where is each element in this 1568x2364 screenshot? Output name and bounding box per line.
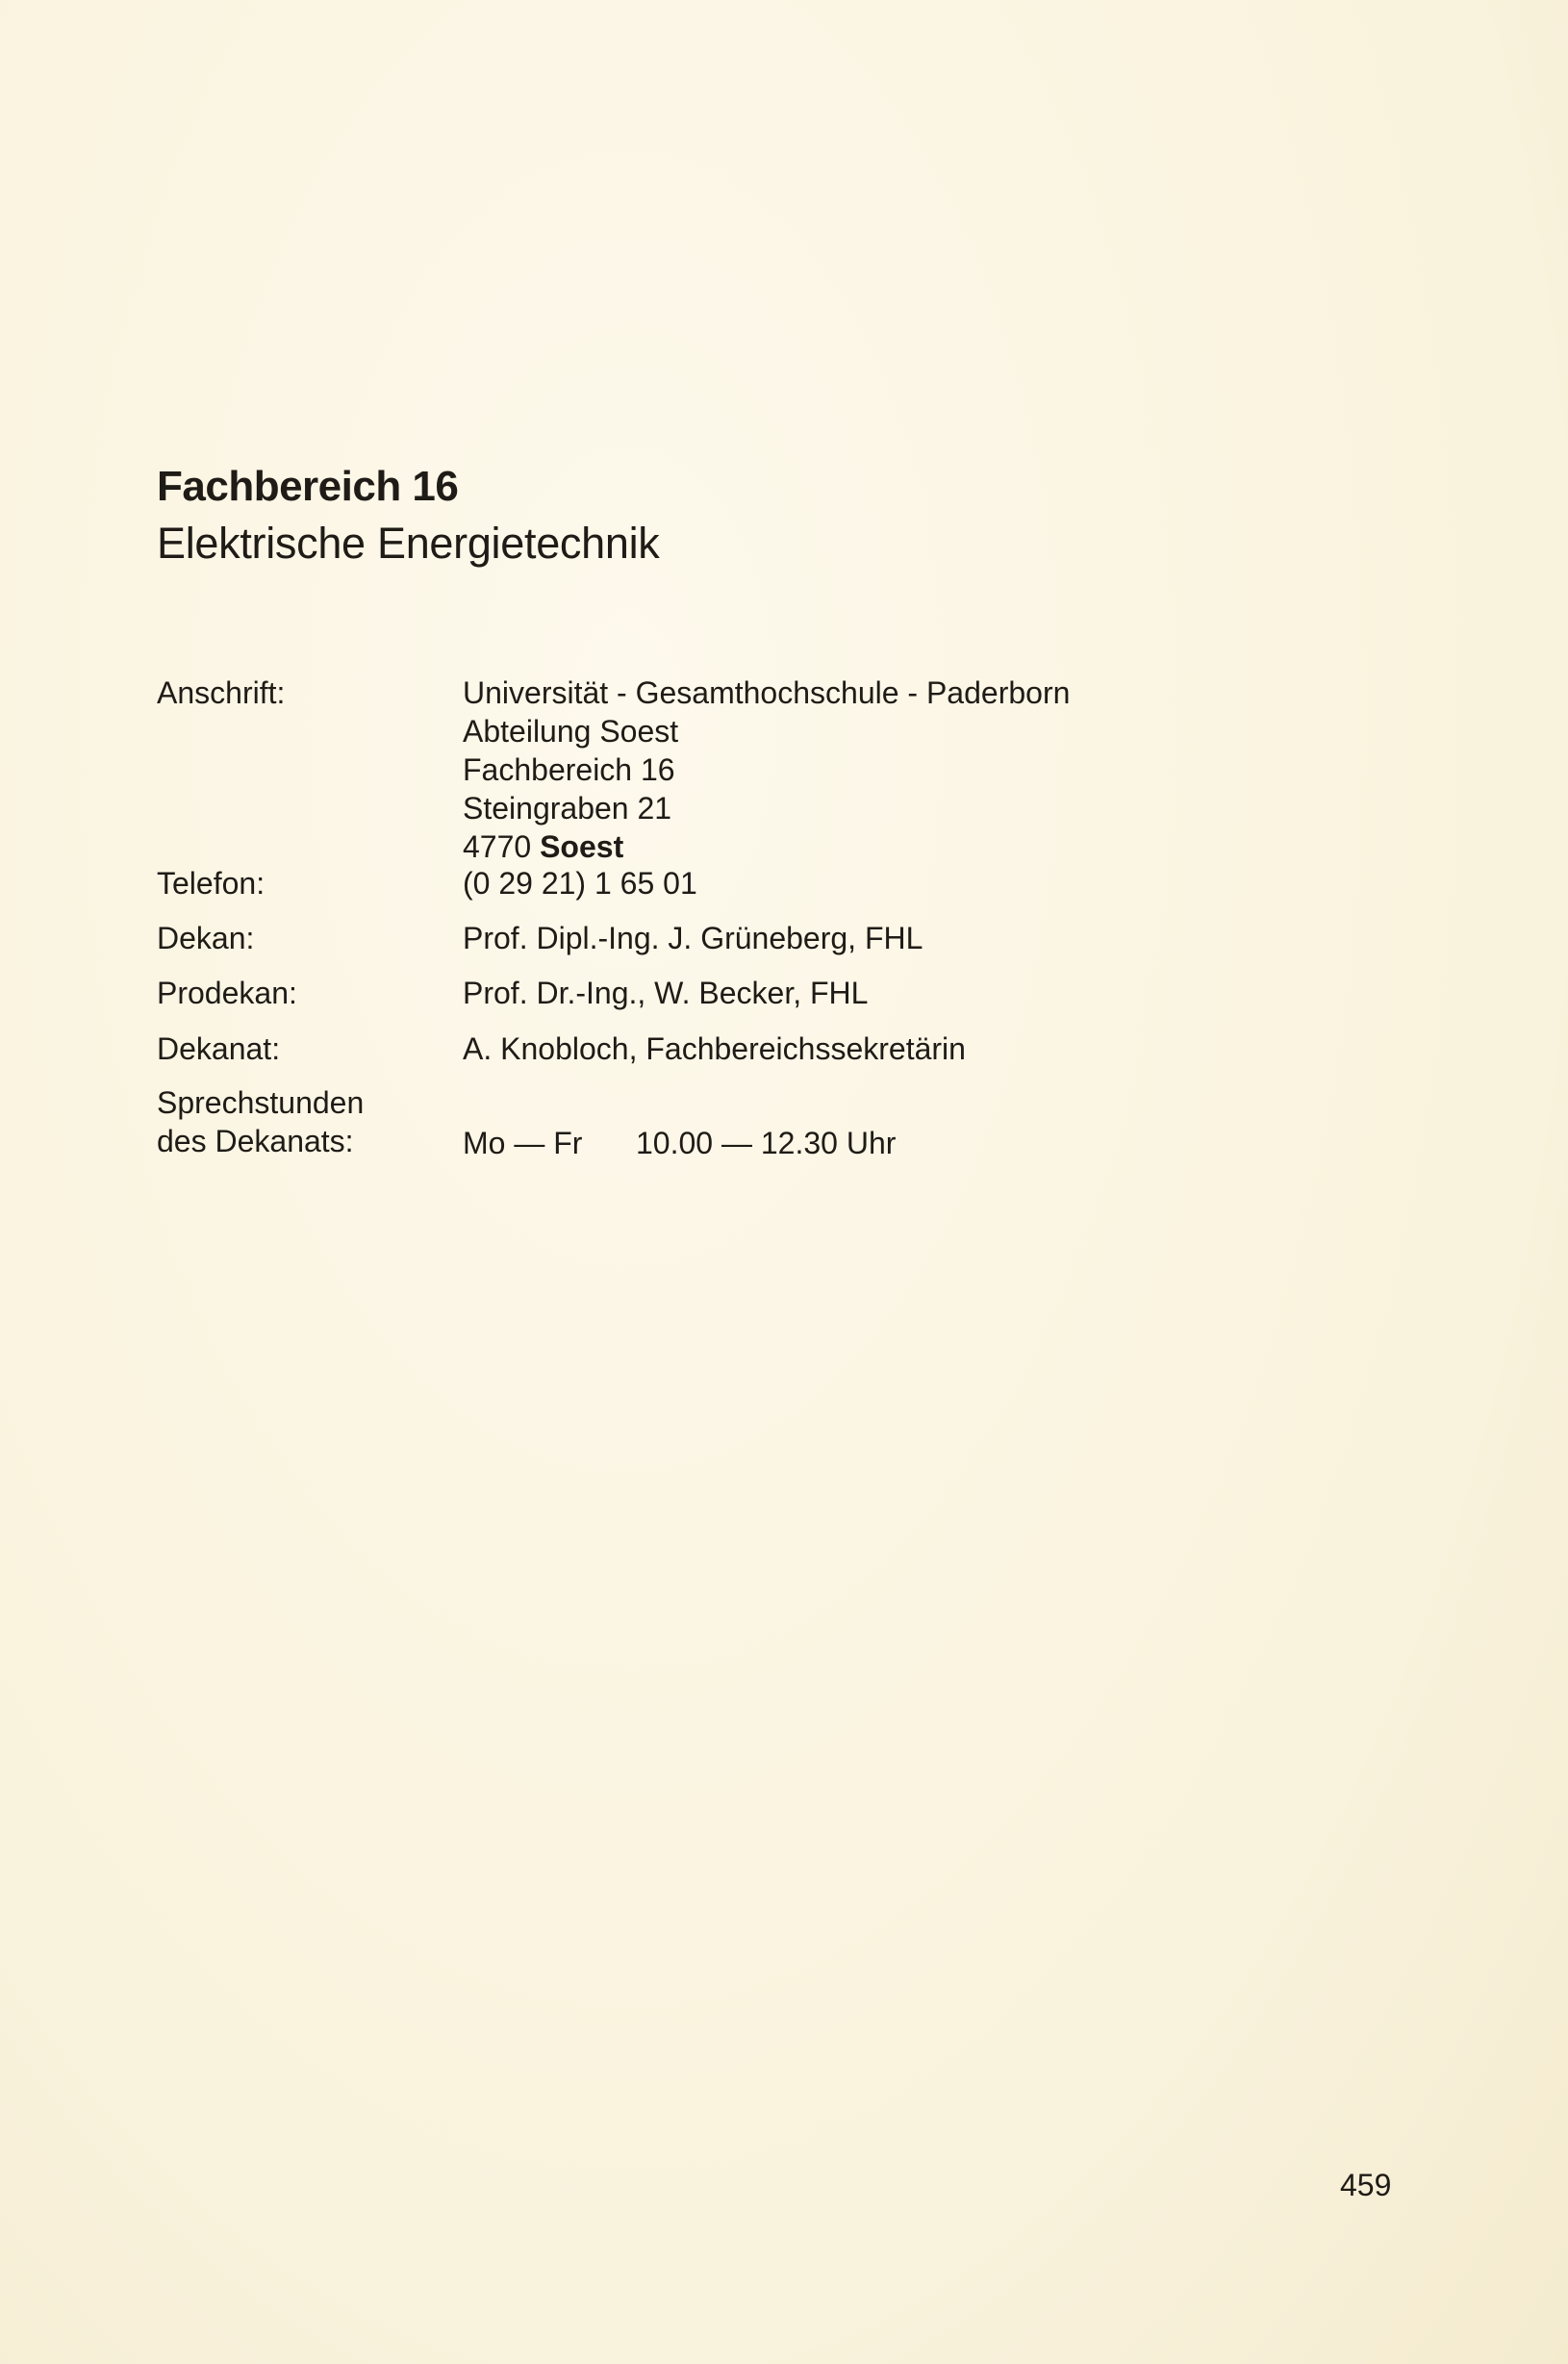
office-hours-value [463, 1083, 1070, 1162]
vice-dean-value: Prof. Dr.-Ing., W. Becker, FHL [463, 976, 869, 1010]
address-value [463, 674, 1070, 866]
address-city-line [463, 827, 1070, 866]
faculty-subtitle: Elektrische Energietechnik [157, 519, 660, 568]
address-label: Anschrift: [157, 675, 286, 710]
faculty-info [157, 674, 1070, 1180]
vice-dean-label: Prodekan: [157, 976, 297, 1010]
office-hours-row [157, 1083, 1070, 1180]
city: Soest [540, 829, 624, 864]
office-hours-label-line: des Dekanats: [157, 1124, 354, 1158]
office-hours-label [157, 1083, 445, 1160]
office-hours-days: Mo — Fr [463, 1126, 583, 1160]
office-value: A. Knobloch, Fachbereichssekretärin [463, 1031, 966, 1066]
dean-value: Prof. Dipl.-Ing. J. Grüneberg, FHL [463, 921, 923, 955]
dean-label: Dekan: [157, 921, 255, 955]
office-row [157, 1029, 1070, 1083]
office-label: Dekanat: [157, 1031, 281, 1066]
phone-row [157, 864, 1070, 919]
address-line: Fachbereich 16 [463, 752, 675, 787]
address-row [157, 674, 1070, 864]
section-heading [157, 460, 659, 573]
address-line: Steingraben 21 [463, 791, 672, 826]
postal-code: 4770 [463, 829, 532, 864]
vice-dean-row [157, 974, 1070, 1029]
office-hours-label-line: Sprechstunden [157, 1085, 365, 1120]
dean-row [157, 919, 1070, 974]
phone-label: Telefon: [157, 866, 266, 901]
office-hours-time: 10.00 — 12.30 Uhr [636, 1126, 897, 1160]
faculty-title: Fachbereich 16 [157, 463, 459, 510]
address-line: Universität - Gesamthochschule - Paderborn [463, 675, 1071, 710]
phone-value: (0 29 21) 1 65 01 [463, 866, 697, 901]
address-line: Abteilung Soest [463, 714, 679, 749]
page-number: 459 [1340, 2168, 1392, 2202]
